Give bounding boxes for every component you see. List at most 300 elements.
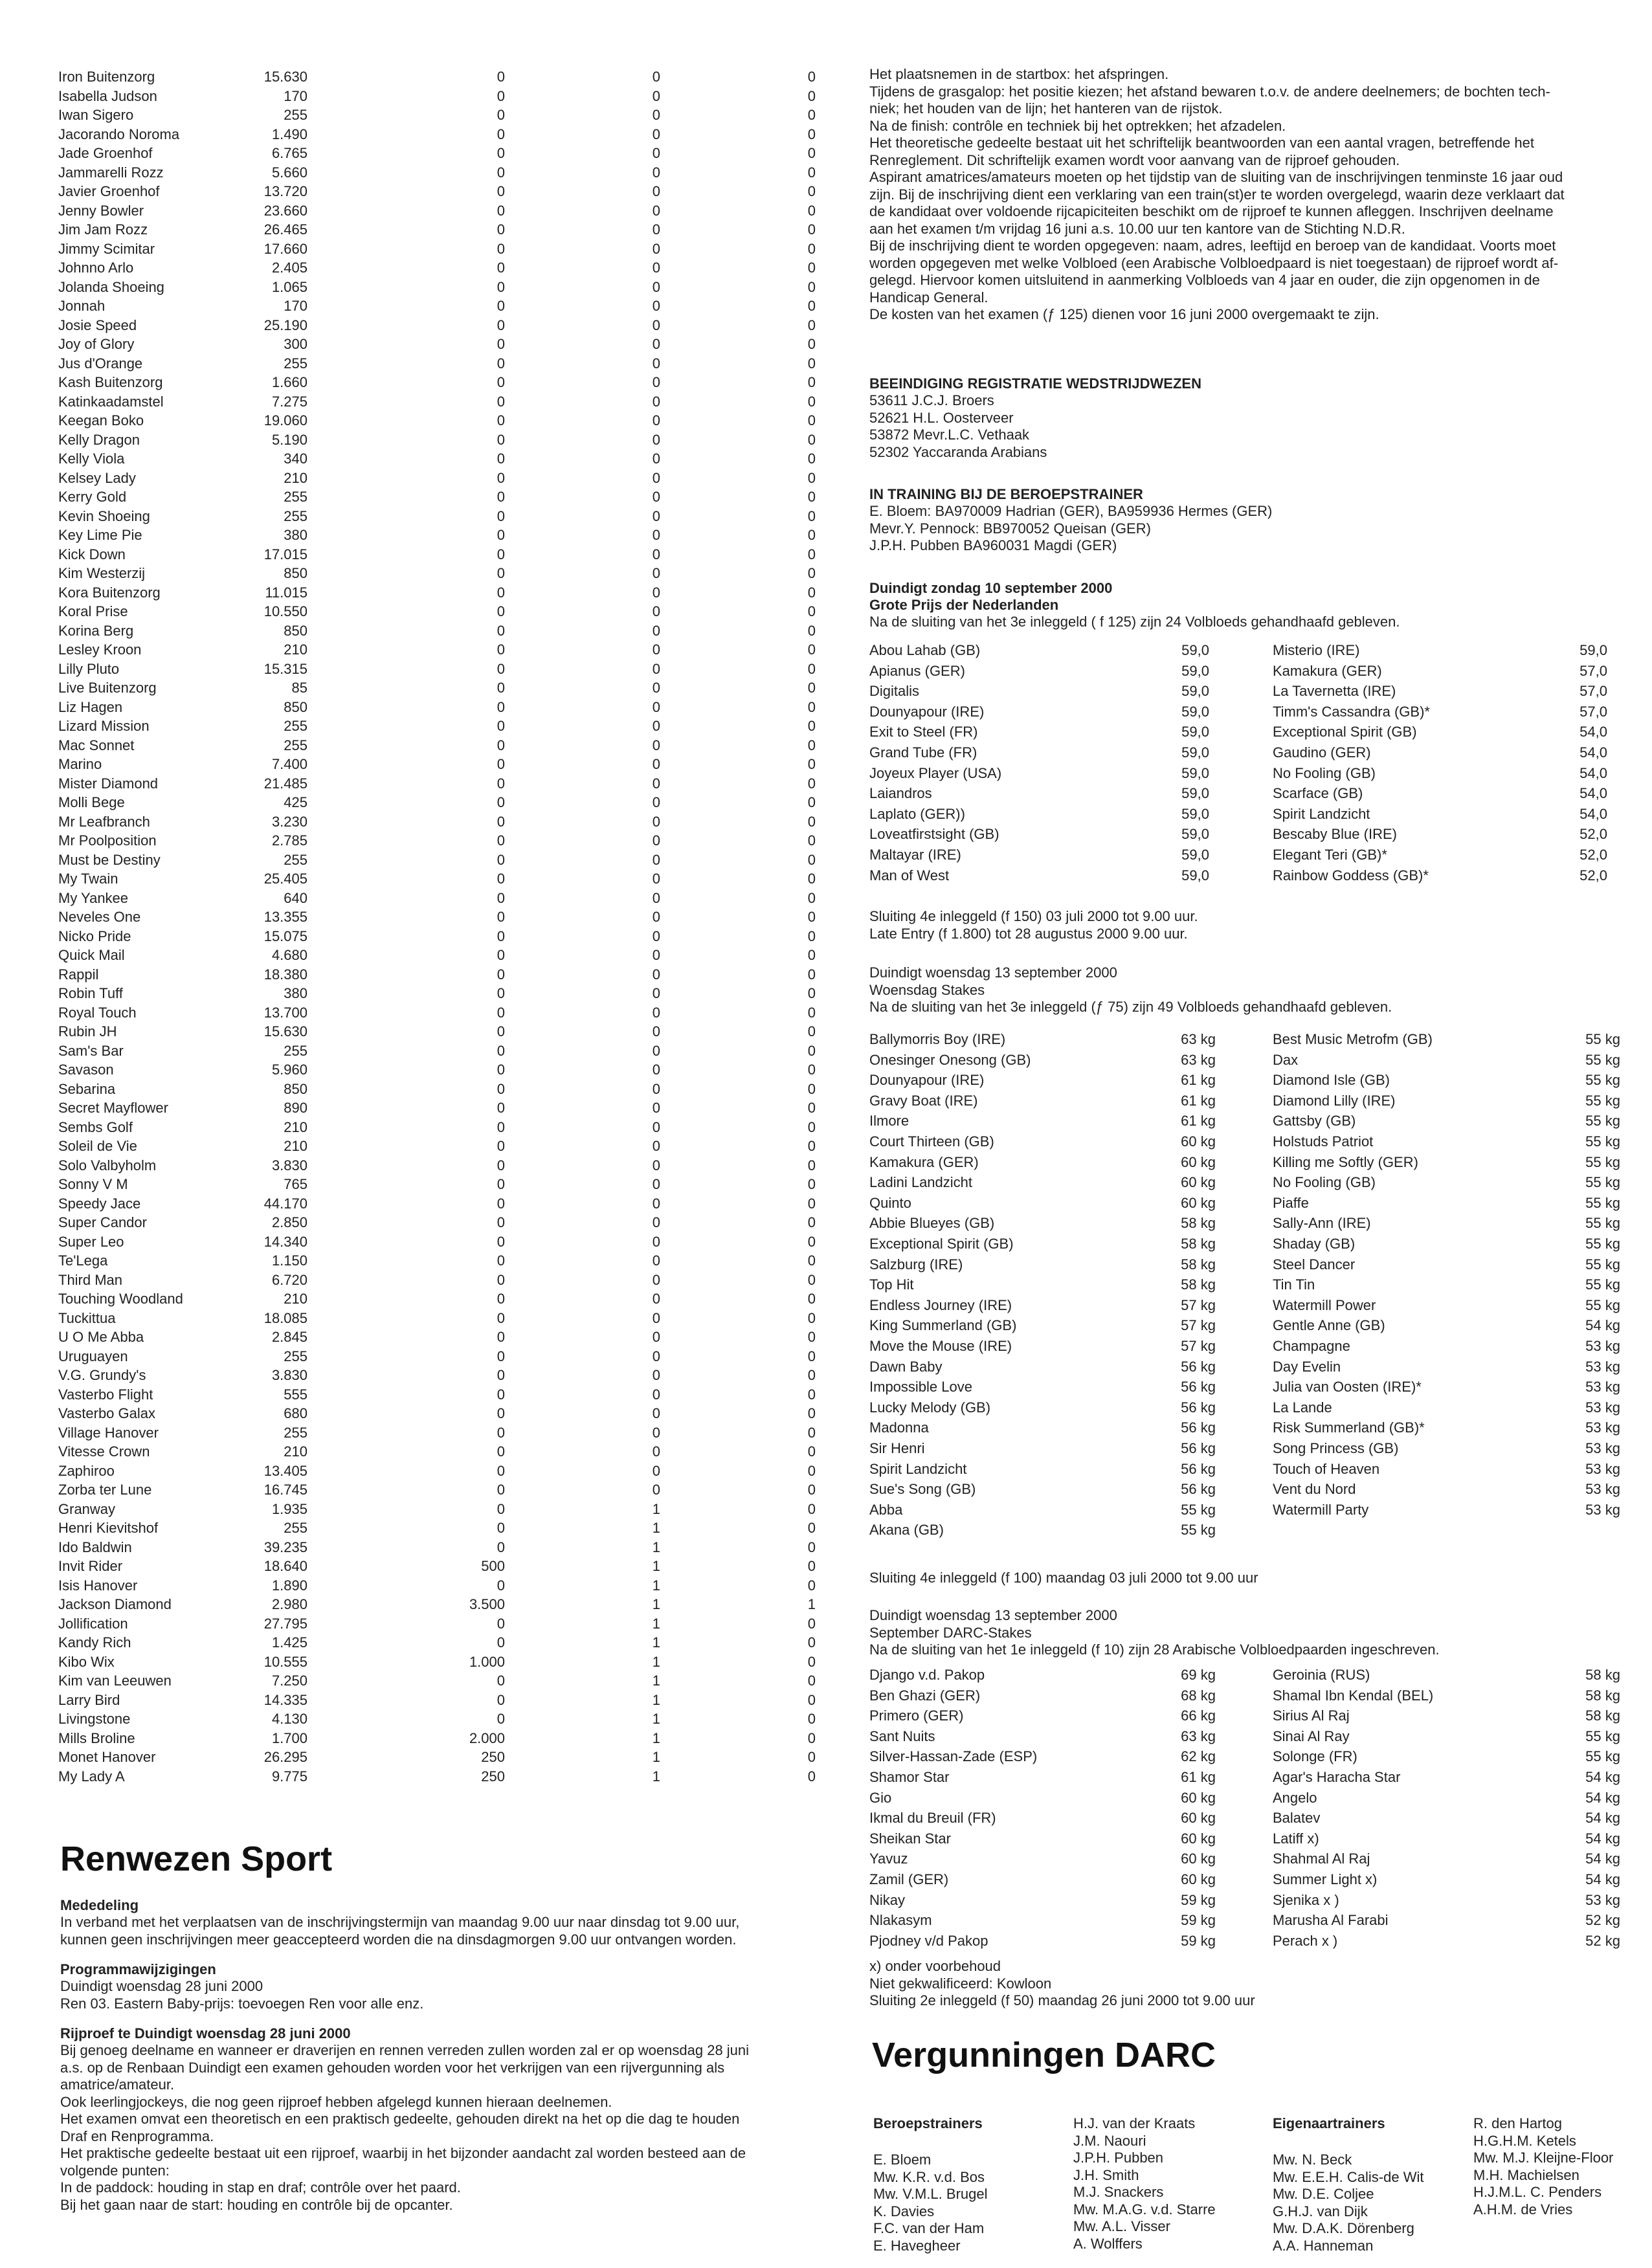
- horse-row: [58, 1080, 816, 1099]
- horse-value-3: 0: [652, 469, 660, 486]
- trainer-name: Mw. M.A.G. v.d. Starre: [1073, 2201, 1216, 2218]
- horse-value-4: 0: [807, 1558, 816, 1574]
- horse-value-2: 0: [497, 1348, 505, 1364]
- horse-value-1: 26.295: [263, 1749, 307, 1765]
- entry-name: Abbie Blueyes (GB): [869, 1215, 995, 1232]
- horse-value-4: 0: [807, 393, 816, 410]
- horse-value-3: 1: [652, 1539, 660, 1555]
- horse-value-2: 0: [497, 1309, 505, 1326]
- horse-value-1: 18.085: [263, 1309, 307, 1326]
- entry-weight: 69 kg: [1181, 1667, 1216, 1683]
- horse-value-4: 0: [807, 1176, 816, 1192]
- horse-name: Secret Mayflower: [58, 1100, 168, 1116]
- grote-prijs-section: [869, 580, 1620, 631]
- entry-name: Quinto: [869, 1194, 911, 1211]
- horse-value-3: 0: [652, 240, 660, 257]
- horse-value-3: 0: [652, 1348, 660, 1364]
- horse-value-4: 0: [807, 1214, 816, 1230]
- horse-value-3: 0: [652, 202, 660, 219]
- entry-name: Timm's Cassandra (GB)*: [1273, 703, 1430, 720]
- horse-value-1: 44.170: [263, 1195, 307, 1212]
- horse-value-4: 0: [807, 374, 816, 390]
- horse-value-1: 21.485: [263, 775, 307, 792]
- entry-weight: 63 kg: [1181, 1728, 1216, 1744]
- grote-prijs-intro: Na de sluiting van het 3e inleggeld ( f 125) zijn 24 Volbloeds gehandhaafd gebleven.: [869, 614, 1400, 630]
- entry-name: Perach x ): [1273, 1932, 1338, 1949]
- trainer-name: H.J. van der Kraats: [1073, 2115, 1196, 2131]
- horse-row: [58, 1671, 816, 1691]
- entry-weight: 59,0: [1181, 703, 1209, 720]
- trainer-name: A. Wolffers: [1073, 2235, 1143, 2252]
- horse-value-4: 0: [807, 355, 816, 372]
- entry-weight: 55 kg: [1585, 1194, 1620, 1211]
- entry-weight: 61 kg: [1181, 1113, 1216, 1129]
- text-line: Sluiting 4e inleggeld (f 150) 03 juli 2000 tot 9.00 uur.: [869, 908, 1198, 924]
- entry-weight: 57,0: [1579, 703, 1607, 720]
- eigenaartrainers-list-2: [1473, 2115, 1648, 2218]
- horse-value-3: 0: [652, 431, 660, 448]
- horse-value-1: 380: [284, 985, 307, 1001]
- horse-value-2: 0: [497, 1271, 505, 1288]
- horse-value-4: 0: [807, 1443, 816, 1460]
- grote-prijs-entries: [869, 642, 1620, 888]
- horse-value-3: 0: [652, 107, 660, 123]
- horse-value-1: 13.355: [263, 909, 307, 925]
- horse-value-4: 0: [807, 164, 816, 181]
- horse-name: Neveles One: [58, 909, 141, 925]
- horse-name: My Lady A: [58, 1768, 125, 1784]
- entry-weight: 59 kg: [1181, 1891, 1216, 1908]
- woensdag-intro: Na de sluiting van het 3e inleggeld (ƒ 75) zijn 49 Volbloeds gehandhaafd gebleven.: [869, 999, 1392, 1015]
- horse-value-3: 0: [652, 794, 660, 810]
- horse-row: [58, 526, 816, 545]
- trainer-name: Mw. N. Beck: [1273, 2151, 1352, 2168]
- horse-value-4: 0: [807, 1615, 816, 1632]
- eigenaartrainers-column: [1273, 2115, 1467, 2254]
- horse-row: [58, 163, 816, 183]
- horse-value-2: 0: [497, 584, 505, 601]
- horse-value-4: 0: [807, 660, 816, 677]
- entry-weight: 53 kg: [1585, 1891, 1620, 1908]
- darc-stakes-title: September DARC-Stakes: [869, 1624, 1032, 1641]
- horse-value-1: 2.980: [271, 1596, 307, 1612]
- horse-value-3: 0: [652, 813, 660, 830]
- horse-name: Sonny V M: [58, 1176, 128, 1192]
- vergunningen-section: [872, 2034, 1636, 2076]
- horse-name: Keegan Boko: [58, 412, 144, 428]
- entry-name: Pjodney v/d Pakop: [869, 1932, 988, 1949]
- horse-name: Te'Lega: [58, 1252, 108, 1269]
- horse-name: Touching Woodland: [58, 1291, 183, 1307]
- entry-weight: 55 kg: [1181, 1501, 1216, 1518]
- horse-value-4: 0: [807, 202, 816, 219]
- horse-value-3: 0: [652, 355, 660, 372]
- horse-value-1: 255: [284, 1520, 307, 1536]
- mededeling-heading: Mededeling: [60, 1897, 139, 1913]
- entry-weight: 52 kg: [1585, 1912, 1620, 1929]
- entry-weight: 55 kg: [1585, 1728, 1620, 1744]
- horse-value-2: 0: [497, 469, 505, 486]
- horse-results-table: [58, 67, 816, 1786]
- horse-value-2: 0: [497, 1176, 505, 1192]
- horse-value-4: 0: [807, 336, 816, 352]
- training-heading: IN TRAINING BIJ DE BEROEPSTRAINER: [869, 486, 1143, 502]
- horse-value-3: 1: [652, 1691, 660, 1708]
- text-line: kunnen geen inschrijvingen meer geaccepteerd worden die na dinsdagmorgen 9.00 uur ontvangen worden.: [60, 1931, 737, 1948]
- horse-value-3: 0: [652, 641, 660, 658]
- horse-name: Nicko Pride: [58, 928, 131, 944]
- horse-row: [58, 1309, 816, 1328]
- horse-name: Kibo Wix: [58, 1653, 115, 1670]
- horse-value-4: 0: [807, 1367, 816, 1383]
- entry-weight: 54 kg: [1585, 1317, 1620, 1334]
- horse-value-3: 0: [652, 145, 660, 161]
- horse-value-4: 0: [807, 107, 816, 123]
- entry-name: Julia van Oosten (IRE)*: [1273, 1379, 1422, 1395]
- horse-name: Isabella Judson: [58, 87, 157, 104]
- entry-weight: 68 kg: [1181, 1687, 1216, 1704]
- entry-weight: 53 kg: [1585, 1501, 1620, 1518]
- horse-value-2: 0: [497, 164, 505, 181]
- horse-row: [58, 487, 816, 507]
- horse-row: [58, 583, 816, 603]
- horse-name: Mr Poolposition: [58, 832, 157, 849]
- horse-name: Johnno Arlo: [58, 260, 134, 276]
- horse-row: [58, 182, 816, 201]
- beroepstrainers-list: [873, 2151, 1067, 2254]
- horse-name: Mills Broline: [58, 1729, 135, 1746]
- horse-row: [58, 316, 816, 335]
- horse-value-2: 0: [497, 527, 505, 543]
- horse-value-1: 3.230: [271, 813, 307, 830]
- entry-name: Spirit Landzicht: [869, 1460, 967, 1477]
- horse-row: [58, 812, 816, 832]
- horse-value-2: 0: [497, 1577, 505, 1594]
- horse-name: Kim Westerzij: [58, 565, 146, 581]
- entry-name: Dounyapour (IRE): [869, 1072, 985, 1089]
- horse-row: [58, 564, 816, 583]
- horse-value-2: 250: [481, 1768, 505, 1784]
- horse-name: Rappil: [58, 966, 99, 983]
- horse-value-3: 0: [652, 1424, 660, 1441]
- horse-value-1: 26.465: [263, 221, 307, 238]
- horse-value-4: 0: [807, 1482, 816, 1498]
- horse-row: [58, 144, 816, 163]
- horse-value-1: 170: [284, 298, 307, 314]
- entry-name: Silver-Hassan-Zade (ESP): [869, 1748, 1038, 1765]
- horse-row: [58, 889, 816, 908]
- horse-value-2: 0: [497, 756, 505, 772]
- horse-value-3: 0: [652, 1271, 660, 1288]
- horse-value-3: 0: [652, 947, 660, 963]
- horse-row: [58, 755, 816, 774]
- horse-value-4: 0: [807, 718, 816, 734]
- entry-name: Geroinia (RUS): [1273, 1667, 1370, 1683]
- horse-value-2: 0: [497, 507, 505, 524]
- horse-value-2: 0: [497, 832, 505, 849]
- horse-value-2: 0: [497, 126, 505, 142]
- horse-value-4: 0: [807, 260, 816, 276]
- horse-name: Katinkaadamstel: [58, 393, 164, 410]
- entry-name: Watermill Power: [1273, 1296, 1376, 1313]
- horse-value-4: 0: [807, 278, 816, 295]
- horse-name: Koral Prise: [58, 603, 128, 619]
- horse-row: [58, 1251, 816, 1271]
- list-item: J.P.H. Pubben BA960031 Magdi (GER): [869, 537, 1117, 553]
- horse-row: [58, 1156, 816, 1175]
- entry-name: Grand Tube (FR): [869, 744, 977, 761]
- horse-value-4: 0: [807, 1080, 816, 1097]
- text-line: niek; het houden van de lijn; het hanteren van de rijstok.: [869, 100, 1223, 117]
- entry-weight: 55 kg: [1585, 1031, 1620, 1047]
- horse-name: Savason: [58, 1062, 114, 1078]
- list-item: 53872 Mevr.L.C. Vethaak: [869, 427, 1030, 443]
- text-line: In de paddock: houding in stap en draf; contrôle over het paard.: [60, 2179, 461, 2196]
- horse-row: [58, 793, 816, 812]
- entry-name: Diamond Lilly (IRE): [1273, 1092, 1396, 1109]
- horse-value-4: 0: [807, 1673, 816, 1689]
- horse-name: Iron Buitenzorg: [58, 69, 155, 85]
- horse-value-1: 13.405: [263, 1462, 307, 1479]
- horse-value-2: 0: [497, 1443, 505, 1460]
- entry-weight: 56 kg: [1181, 1379, 1216, 1395]
- horse-value-3: 0: [652, 1443, 660, 1460]
- entry-weight: 59,0: [1181, 724, 1209, 740]
- horse-row: [58, 1366, 816, 1385]
- horse-row: [58, 1538, 816, 1557]
- entry-weight: 54,0: [1579, 764, 1607, 781]
- horse-value-2: 0: [497, 1462, 505, 1479]
- entry-name: Impossible Love: [869, 1379, 972, 1395]
- entry-weight: 54,0: [1579, 724, 1607, 740]
- entry-weight: 59,0: [1181, 642, 1209, 658]
- horse-row: [58, 469, 816, 488]
- horse-value-2: 0: [497, 1157, 505, 1173]
- entry-weight: 59 kg: [1181, 1912, 1216, 1929]
- entry-name: Exceptional Spirit (GB): [1273, 724, 1417, 740]
- trainer-name: K. Davies: [873, 2203, 935, 2219]
- entry-weight: 58 kg: [1181, 1236, 1216, 1252]
- horse-value-1: 17.660: [263, 240, 307, 257]
- horse-value-4: 0: [807, 489, 816, 505]
- horse-value-1: 255: [284, 851, 307, 868]
- horse-value-1: 255: [284, 107, 307, 123]
- entry-name: Yavuz: [869, 1851, 908, 1867]
- horse-value-2: 0: [497, 107, 505, 123]
- horse-row: [58, 1232, 816, 1252]
- horse-value-3: 0: [652, 928, 660, 944]
- horse-name: Granway: [58, 1500, 116, 1517]
- horse-value-3: 0: [652, 546, 660, 562]
- horse-name: Ido Baldwin: [58, 1539, 132, 1555]
- entry-weight: 58 kg: [1181, 1276, 1216, 1293]
- horse-value-1: 19.060: [263, 412, 307, 428]
- entry-weight: 55 kg: [1585, 1296, 1620, 1313]
- horse-value-2: 0: [497, 1711, 505, 1727]
- horse-value-1: 15.630: [263, 1023, 307, 1040]
- trainer-name: G.H.J. van Dijk: [1273, 2203, 1368, 2219]
- horse-value-2: 0: [497, 698, 505, 715]
- entry-weight: 55 kg: [1585, 1174, 1620, 1191]
- horse-name: Robin Tuff: [58, 985, 123, 1001]
- horse-name: Vitesse Crown: [58, 1443, 150, 1460]
- entry-weight: 59,0: [1579, 642, 1607, 658]
- horse-value-4: 0: [807, 680, 816, 696]
- horse-value-4: 0: [807, 240, 816, 257]
- entry-name: Ballymorris Boy (IRE): [869, 1031, 1006, 1047]
- entry-weight: 56 kg: [1181, 1460, 1216, 1477]
- entry-name: Laplato (GER)): [869, 805, 965, 822]
- entry-weight: 60 kg: [1181, 1789, 1216, 1806]
- horse-name: Jonnah: [58, 298, 106, 314]
- woensdag-title: Woensdag Stakes: [869, 981, 985, 998]
- horse-row: [58, 736, 816, 755]
- entry-weight: 60 kg: [1181, 1174, 1216, 1191]
- horse-row: [58, 927, 816, 946]
- horse-name: Kim van Leeuwen: [58, 1673, 172, 1689]
- beeindiging-section: [869, 375, 1614, 461]
- text-line: Late Entry (f 1.800) tot 28 augustus 2000 9.00 uur.: [869, 925, 1188, 942]
- horse-value-1: 5.190: [271, 431, 307, 448]
- horse-name: Zaphiroo: [58, 1462, 115, 1479]
- entry-name: Dax: [1273, 1051, 1299, 1068]
- entry-weight: 60 kg: [1181, 1810, 1216, 1827]
- horse-value-3: 1: [652, 1634, 660, 1651]
- horse-name: Jacorando Noroma: [58, 126, 180, 142]
- horse-value-3: 0: [652, 1309, 660, 1326]
- eigenaartrainers-heading: Eigenaartrainers: [1273, 2115, 1385, 2131]
- horse-value-2: 0: [497, 622, 505, 639]
- horse-value-2: 0: [497, 909, 505, 925]
- horse-value-4: 0: [807, 1462, 816, 1479]
- horse-value-3: 0: [652, 374, 660, 390]
- entry-name: Digitalis: [869, 683, 920, 700]
- horse-name: Mister Diamond: [58, 775, 159, 792]
- horse-value-2: 0: [497, 928, 505, 944]
- horse-value-2: 0: [497, 660, 505, 677]
- horse-value-2: 0: [497, 966, 505, 983]
- text-line: x) onder voorbehoud: [869, 1958, 1001, 1974]
- entry-weight: 55 kg: [1585, 1236, 1620, 1252]
- horse-value-1: 10.550: [263, 603, 307, 619]
- entry-weight: 55 kg: [1585, 1748, 1620, 1765]
- entry-name: Dawn Baby: [869, 1358, 943, 1375]
- horse-value-4: 0: [807, 1653, 816, 1670]
- horse-row: [58, 1576, 816, 1595]
- horse-name: Kick Down: [58, 546, 126, 562]
- horse-value-3: 0: [652, 737, 660, 753]
- horse-row: [58, 258, 816, 278]
- horse-value-4: 0: [807, 756, 816, 772]
- horse-value-2: 0: [497, 1405, 505, 1421]
- horse-row: [58, 1175, 816, 1194]
- horse-row: [58, 1328, 816, 1347]
- text-line: Aspirant amatrices/amateurs moeten op het tijdstip van de sluiting van de inschrijvingen tenminste 16 jaar oud: [869, 169, 1563, 185]
- entry-name: Summer Light x): [1273, 1871, 1378, 1887]
- horse-value-1: 25.405: [263, 871, 307, 887]
- entry-name: Abou Lahab (GB): [869, 642, 981, 658]
- horse-name: Jim Jam Rozz: [58, 221, 148, 238]
- darc-stakes-entries: [869, 1667, 1620, 1958]
- horse-value-2: 0: [497, 450, 505, 467]
- horse-value-1: 380: [284, 527, 307, 543]
- horse-row: [58, 1748, 816, 1767]
- horse-value-3: 1: [652, 1711, 660, 1727]
- entry-name: Exceptional Spirit (GB): [869, 1236, 1014, 1252]
- horse-value-4: 0: [807, 1023, 816, 1040]
- training-section: [869, 486, 1614, 555]
- horse-name: Royal Touch: [58, 1004, 137, 1021]
- horse-value-3: 0: [652, 1214, 660, 1230]
- horse-name: Quick Mail: [58, 947, 125, 963]
- horse-value-1: 4.680: [271, 947, 307, 963]
- horse-value-1: 680: [284, 1405, 307, 1421]
- entry-name: Shahmal Al Raj: [1273, 1851, 1370, 1867]
- trainer-name: Mw. M.J. Kleijne-Floor: [1473, 2150, 1614, 2166]
- text-line: Niet gekwalificeerd: Kowloon: [869, 1975, 1052, 1992]
- horse-value-2: 0: [497, 546, 505, 562]
- horse-value-3: 0: [652, 622, 660, 639]
- horse-value-3: 0: [652, 1367, 660, 1383]
- horse-row: [58, 1271, 816, 1290]
- horse-value-1: 255: [284, 489, 307, 505]
- horse-row: [58, 602, 816, 621]
- entry-name: Dounyapour (IRE): [869, 703, 985, 720]
- text-line: worden opgegeven met welke Volbloed (een Arabische Volbloedpaard is niet toegestaan) de rijproef wordt af-: [869, 254, 1559, 271]
- horse-value-1: 255: [284, 718, 307, 734]
- horse-row: [58, 850, 816, 870]
- horse-value-2: 0: [497, 889, 505, 906]
- horse-value-3: 0: [652, 775, 660, 792]
- text-line: de kandidaat over voldoende rijcapiciteiten beschikt om de rijproef te kunnen afleggen. Inschrijven deelname: [869, 203, 1554, 219]
- entry-name: Sinai Al Ray: [1273, 1728, 1350, 1744]
- entry-name: Zamil (GER): [869, 1871, 949, 1887]
- mededeling-text: [60, 1914, 837, 1948]
- horse-value-1: 255: [284, 1348, 307, 1364]
- horse-value-2: 0: [497, 317, 505, 333]
- text-line: Na de finish: contrôle en techniek bij het optrekken; het afzadelen.: [869, 117, 1286, 134]
- horse-value-1: 27.795: [263, 1615, 307, 1632]
- horse-value-4: 0: [807, 1138, 816, 1154]
- horse-name: Sembs Golf: [58, 1118, 133, 1135]
- horse-row: [58, 507, 816, 526]
- horse-value-3: 0: [652, 317, 660, 333]
- horse-value-1: 1.890: [271, 1577, 307, 1594]
- entry-name: Akana (GB): [869, 1522, 944, 1539]
- horse-name: Live Buitenzorg: [58, 680, 157, 696]
- woensdag-entries: [869, 1031, 1620, 1549]
- horse-row: [58, 1385, 816, 1405]
- horse-value-3: 0: [652, 1138, 660, 1154]
- text-line: Bij het gaan naar de start: houding en contrôle bij de opcanter.: [60, 2196, 453, 2213]
- entry-name: Tin Tin: [1273, 1276, 1315, 1293]
- horse-value-2: 0: [497, 336, 505, 352]
- horse-value-3: 0: [652, 450, 660, 467]
- horse-value-2: 0: [497, 1520, 505, 1536]
- horse-value-1: 300: [284, 336, 307, 352]
- entry-name: Best Music Metrofm (GB): [1273, 1031, 1433, 1047]
- horse-value-1: 170: [284, 87, 307, 104]
- trainer-name: M.J. Snackers: [1073, 2184, 1164, 2200]
- horse-value-3: 0: [652, 985, 660, 1001]
- entry-name: La Lande: [1273, 1399, 1332, 1416]
- horse-value-3: 0: [652, 584, 660, 601]
- horse-value-3: 0: [652, 1462, 660, 1479]
- horse-value-4: 0: [807, 1118, 816, 1135]
- horse-value-2: 0: [497, 1062, 505, 1078]
- entry-weight: 52,0: [1579, 867, 1607, 884]
- horse-value-3: 1: [652, 1558, 660, 1574]
